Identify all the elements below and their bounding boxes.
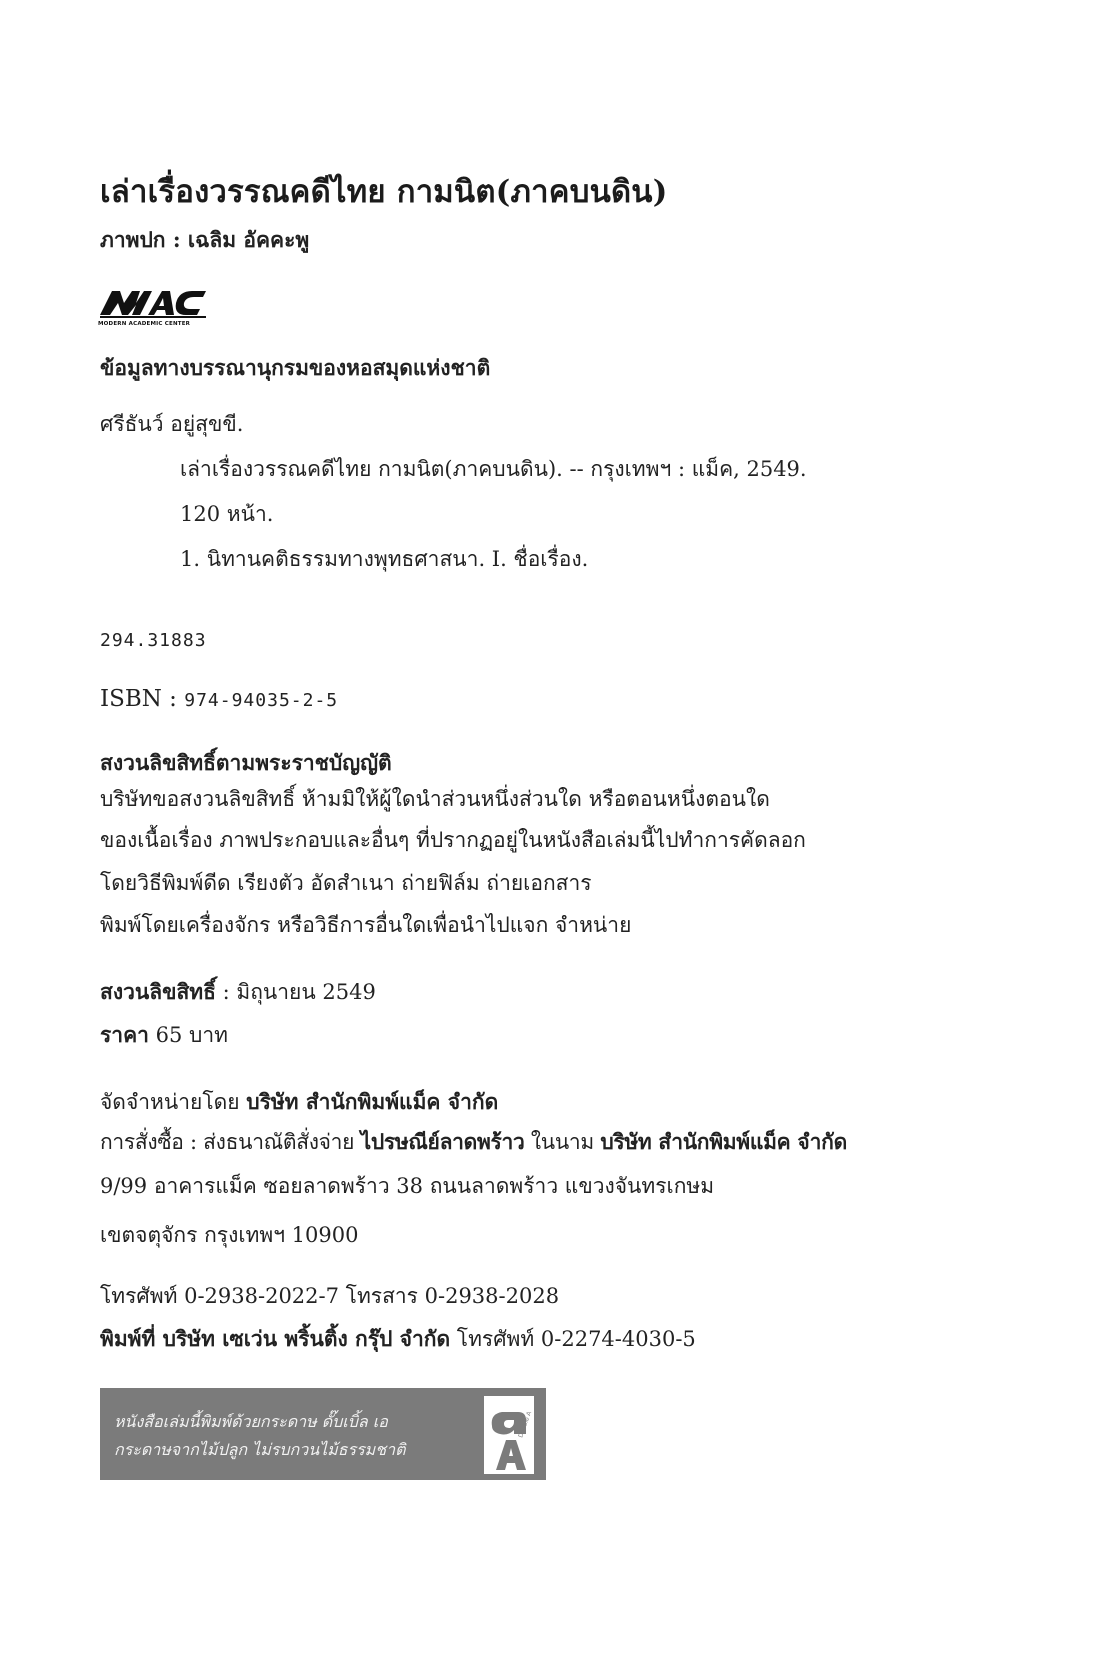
printer-name: พิมพ์ที่ บริษัท เซเว่น พริ้นติ้ง กรุ๊ป จำกัด [100,1326,451,1351]
book-title: เล่าเรื่องวรรณคดีไทย กามนิต(ภาคบนดิน) [100,174,668,210]
distributor-company: บริษัท สำนักพิมพ์แม็ค จำกัด [246,1089,499,1114]
paper-badge [100,1388,546,1480]
mac-logo-icon [98,283,210,319]
cip-author: ศรีธันว์ อยู่สุขขี. [100,412,244,436]
address-line-2: เขตจตุจักร กรุงเทพฯ 10900 [100,1223,359,1247]
printer-line [100,1323,696,1356]
isbn [100,686,338,712]
cip-title-line: เล่าเรื่องวรรณคดีไทย กามนิต(ภาคบนดิน). -- กรุงเทพฯ : แม็ค, 2549. [180,457,807,481]
cover-credit: ภาพปก : เฉลิม อัคคะพู [100,227,310,252]
isbn-label: ISBN : [100,686,177,712]
cip-subject-line: 1. นิทานคติธรรมทางพุทธศาสนา. I. ชื่อเรื่อง. [180,547,589,571]
order-company: บริษัท สำนักพิมพ์แม็ค จำกัด [600,1129,847,1154]
price-value: 65 บาท [148,1023,228,1047]
copyright-line: โดยวิธีพิมพ์ดีด เรียงตัว อัดสำเนา ถ่ายฟิล์ม ถ่ายเอกสาร [100,871,592,895]
order-mid: ในนาม [524,1130,601,1154]
order-line [100,1126,847,1159]
logo-subtitle: MODERN ACADEMIC CENTER [98,321,191,327]
order-prefix: การสั่งซื้อ : ส่งธนาณัติสั่งจ่าย [100,1130,361,1154]
copyright-line: พิมพ์โดยเครื่องจักร หรือวิธีการอื่นใดเพื่อนำไปแจก จำหน่าย [100,913,632,937]
address-line-1: 9/99 อาคารแม็ค ซอยลาดพร้าว 38 ถนนลาดพร้าว แขวงจันทรเกษม [100,1174,715,1198]
double-a-logo-text: Double A [517,1410,534,1439]
distributor-prefix: จัดจำหน่ายโดย [100,1090,247,1114]
price-label: ราคา [100,1022,149,1047]
phone-fax: โทรศัพท์ 0-2938-2022-7 โทรสาร 0-2938-2028 [100,1284,560,1308]
cip-heading: ข้อมูลทางบรรณานุกรมของหอสมุดแห่งชาติ [100,355,491,380]
copyright-line: ของเนื้อเรื่อง ภาพประกอบและอื่นๆ ที่ปรากฏอยู่ในหนังสือเล่มนี้ไปทำการคัดลอก [100,828,806,852]
distributor-line [100,1086,498,1119]
double-a-logo [484,1396,534,1474]
copyright-line: บริษัทขอสงวนลิขสิทธิ์ ห้ามมิให้ผู้ใดนำส่วนหนึ่งส่วนใด หรือตอนหนึ่งตอนใด [100,787,770,811]
price [100,1019,228,1052]
double-a-icon [484,1396,534,1474]
isbn-number: 974-94035-2-5 [184,690,339,711]
publisher-logo [98,283,210,333]
reserved-label: สงวนลิขสิทธิ์ [100,979,216,1004]
post-office: ไปรษณีย์ลาดพร้าว [360,1129,525,1154]
call-number: 294.31883 [100,630,207,651]
badge-line-1: หนังสือเล่มนี้พิมพ์ด้วยกระดาษ ดั๊บเบิ้ล เอ [114,1412,388,1431]
reserved-date [100,976,376,1009]
reserved-value: : มิถุนายน 2549 [215,980,376,1004]
cip-pages-line: 120 หน้า. [180,502,274,526]
printer-phone: โทรศัพท์ 0-2274-4030-5 [450,1327,696,1351]
badge-line-2: กระดาษจากไม้ปลูก ไม่รบกวนไม้ธรรมชาติ [114,1440,406,1459]
copyright-heading: สงวนลิขสิทธิ์ตามพระราชบัญญัติ [100,750,392,775]
